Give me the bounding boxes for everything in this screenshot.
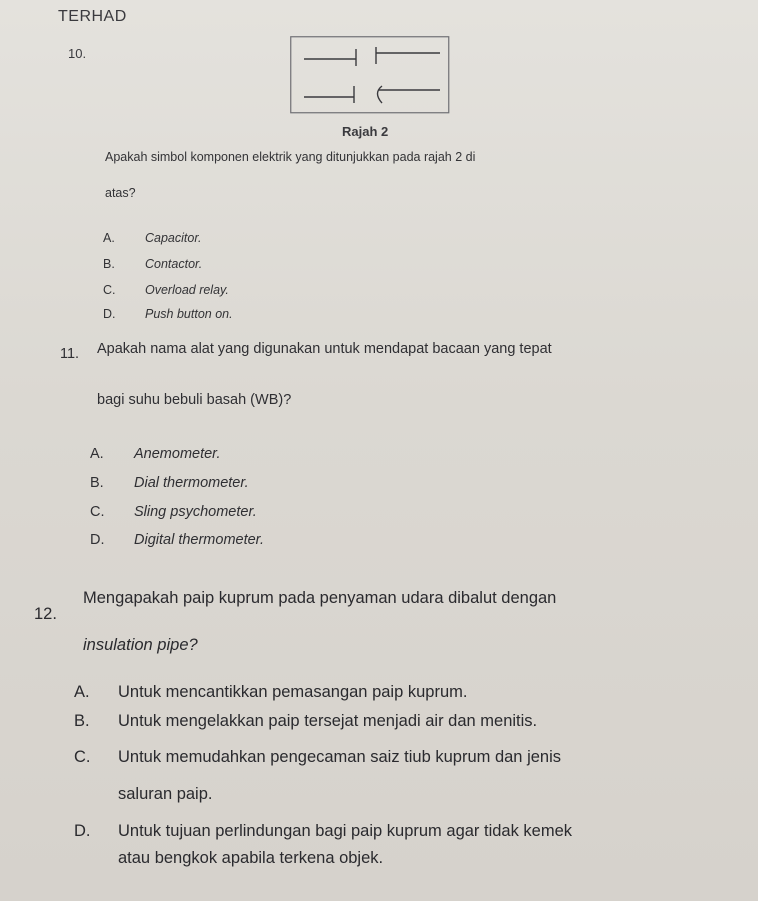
option-letter: D. (90, 532, 105, 548)
question-12-option-c[interactable] (74, 748, 561, 767)
question-11-option-b[interactable] (90, 475, 249, 491)
option-text: Sling psychometer. (134, 504, 257, 520)
option-letter: A. (74, 683, 90, 701)
question-10-option-d[interactable] (103, 307, 233, 321)
question-11-option-a[interactable] (90, 446, 221, 462)
question-12-text: Mengapakah paip kuprum pada penyaman udara dibalut dengan (83, 589, 557, 607)
question-12-text-cont: insulation pipe? (83, 636, 198, 654)
question-11-number: 11. (60, 346, 80, 362)
option-text: Dial thermometer. (134, 475, 249, 491)
question-12-option-d[interactable] (74, 822, 572, 841)
option-letter: B. (103, 257, 115, 271)
option-letter: B. (90, 475, 104, 491)
option-text: Untuk mengelakkan paip tersejat menjadi air dan menitis. (118, 712, 538, 730)
option-text: Untuk memudahkan pengecaman saiz tiub kuprum dan jenis (118, 748, 562, 766)
option-letter: A. (90, 446, 104, 462)
question-10-text-cont: atas? (105, 186, 136, 200)
option-text: Capacitor. (145, 231, 202, 245)
option-text: Digital thermometer. (134, 532, 265, 548)
question-10-option-a[interactable] (103, 231, 202, 245)
rajah-2-diagram (290, 36, 450, 116)
question-10-text: Apakah simbol komponen elektrik yang ditunjukkan pada rajah 2 di (105, 150, 476, 164)
contact-bottom-curved-plate (378, 86, 383, 103)
question-11-option-c[interactable] (90, 504, 257, 520)
question-11-text: Apakah nama alat yang digunakan untuk mendapat bacaan yang tepat (97, 341, 552, 357)
option-letter: A. (103, 231, 115, 245)
option-letter: C. (103, 283, 116, 297)
option-letter: D. (103, 307, 116, 321)
question-11-text-cont: bagi suhu bebuli basah (WB)? (97, 392, 292, 408)
question-10-option-b[interactable] (103, 257, 202, 271)
option-letter: C. (90, 504, 105, 520)
question-12-option-d-cont: atau bengkok apabila terkena objek. (118, 849, 384, 867)
option-letter: B. (74, 712, 90, 730)
question-10-number: 10. (68, 46, 87, 61)
question-11-option-d[interactable] (90, 532, 264, 548)
question-12-option-a[interactable] (74, 683, 467, 702)
question-12-option-c-cont: saluran paip. (118, 785, 213, 803)
question-10-option-c[interactable] (103, 283, 229, 297)
question-12-number: 12. (34, 605, 57, 623)
option-text: Anemometer. (134, 446, 221, 462)
option-letter: D. (74, 822, 91, 840)
question-12-option-b[interactable] (74, 712, 537, 731)
option-text: Untuk tujuan perlindungan bagi paip kuprum agar tidak kemek (118, 822, 573, 840)
option-letter: C. (74, 748, 91, 766)
option-text: Contactor. (145, 257, 203, 271)
option-text: Untuk mencantikkan pemasangan paip kuprum. (118, 683, 468, 701)
document-header: TERHAD (58, 8, 127, 25)
option-text: Overload relay. (145, 283, 229, 297)
option-text: Push button on. (145, 307, 233, 321)
figure-caption: Rajah 2 (342, 124, 389, 139)
